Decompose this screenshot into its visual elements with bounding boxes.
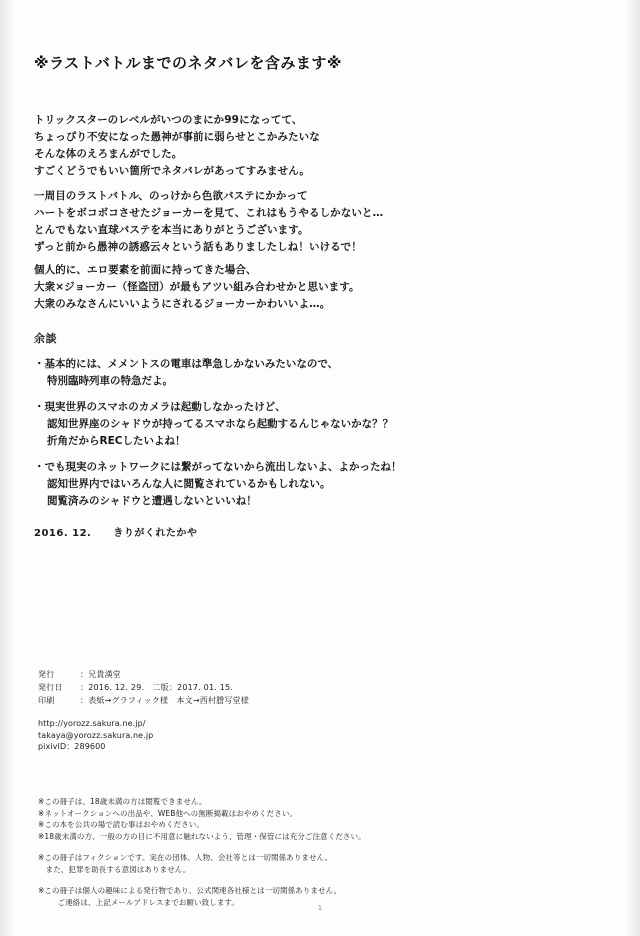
colophon: [38, 668, 249, 707]
colophon-print-row: [38, 694, 249, 707]
note-line: ※この冊子はフィクションです。実在の団体、人物、会社等とは一切関係ありません。: [38, 853, 333, 862]
paragraph-2-line: 一周目のラストバトル、のっけから色欲バステにかかって: [34, 190, 308, 202]
bullet-3-line: ・でも現実のネットワークには繋がってないから流出しないよ、よかったね！: [34, 461, 402, 473]
colophon-print-value: ：表紙→グラフィック様 本文→西村謄写堂様: [80, 696, 249, 705]
paragraph-2-line: とんでもない直球バステを本当にありがとうございます。: [34, 224, 309, 236]
colophon-date-label: 発行日: [38, 683, 63, 692]
notes-block-2: [38, 852, 366, 875]
page-number: 1: [317, 904, 323, 912]
note-line: ※ネットオークションへの出品や、WEB他への無断掲載はおやめください。: [38, 808, 298, 818]
section-heading-yodan: 余談: [34, 332, 57, 345]
paragraph-2-line: ハートをボコボコさせたジョーカーを見て、これはもうやるしかないと…: [34, 207, 384, 219]
paragraph-1-line: そんな体のえろまんがでした。: [34, 148, 183, 160]
colophon-publisher-row: [38, 668, 249, 681]
colophon-date-row: [38, 681, 249, 694]
list-item: [34, 356, 402, 390]
note-line: ※この冊子は個人の趣味による発行物であり、公式関連各社様とは一切関係ありません。: [38, 886, 342, 895]
list-item: [34, 459, 402, 510]
signature-date: 2016. 12.: [34, 528, 92, 539]
paragraph-3-line: 大衆のみなさんにいいようにされるジョーカーかわいいよ…。: [34, 298, 331, 310]
note-line: ※この本を公共の場で読む事はおやめください。: [38, 820, 204, 829]
list-item: [34, 399, 402, 450]
colophon-publisher-value: ：兄貴漢堂: [80, 670, 121, 679]
signature-author: きりがくれたかや: [113, 528, 198, 539]
paragraph-1-line: ちょっぴり不安になった愚神が事前に弱らせとこかみたいな: [34, 131, 320, 143]
paragraph-3: [34, 262, 360, 313]
bullet-1-line: 特別臨時列車の特急だよ。: [47, 375, 173, 387]
colophon-date-value: ：2016. 12. 29. 二版：2017. 01. 15.: [80, 683, 234, 692]
paragraph-1-line: トリックスターのレベルがいつのまにか99になってて、: [34, 114, 303, 126]
note-line: ※この冊子は、18歳未満の方は閲覧できません。: [38, 797, 207, 806]
email-address[interactable]: takaya@yorozz.sakura.ne.jp: [38, 730, 154, 740]
paragraph-2: [34, 188, 383, 256]
note-line: ※18歳未満の方、一般の方の目に不用意に触れないよう、管理・保管には充分ご注意ください。: [38, 831, 366, 841]
paragraph-3-line: 個人的に、エロ要素を前面に持ってきた場合、: [34, 264, 257, 276]
note-line: ご連絡は、上記メールアドレスまでお願い致します。: [50, 897, 240, 907]
note-line: また、犯罪を助長する意図はありません。: [38, 864, 191, 874]
paragraph-1-line: すごくどうでもいい箇所でネタバレがあってすみません。: [34, 165, 311, 177]
bullet-3-line: 認知世界内ではいろんな人に閲覧されているかもしれない。: [47, 478, 331, 490]
bullet-2-line: 折角だからRECしたいよね！: [47, 435, 186, 447]
bullet-1-line: ・基本的には、メメントスの電車は準急しかないみたいなので、: [34, 358, 339, 370]
contact-links: [38, 718, 153, 753]
paragraph-1: [34, 112, 320, 180]
bullet-3-line: 閲覧済みのシャドウと遭遇しないといいね！: [47, 495, 257, 507]
colophon-publisher-label: 発行: [38, 670, 55, 679]
page-title: ※ラストバトルまでのネタバレを含みます※: [34, 54, 342, 72]
bullet-2-line: 認知世界座のシャドウが持ってるスマホなら起動するんじゃないかな？？: [47, 418, 394, 430]
pixiv-id: pixivID：289600: [38, 742, 106, 751]
signature: [34, 524, 197, 539]
paragraph-3-line: 大衆×ジョーカー（怪盗団）が最もアツい組み合わせかと思います。: [34, 281, 360, 293]
bullet-2-line: ・現実世界のスマホのカメラは起動しなかったけど、: [34, 401, 286, 413]
colophon-print-label: 印刷: [38, 696, 55, 705]
notes-block-3: [38, 885, 366, 908]
bullet-list: [34, 356, 402, 519]
paragraph-2-line: ずっと前から愚神の誘惑云々という話もありましたしね！いけるで！: [34, 241, 362, 253]
legal-notes: [38, 796, 366, 918]
website-url[interactable]: http://yorozz.sakura.ne.jp/: [38, 719, 146, 728]
notes-block-1: [38, 796, 366, 842]
